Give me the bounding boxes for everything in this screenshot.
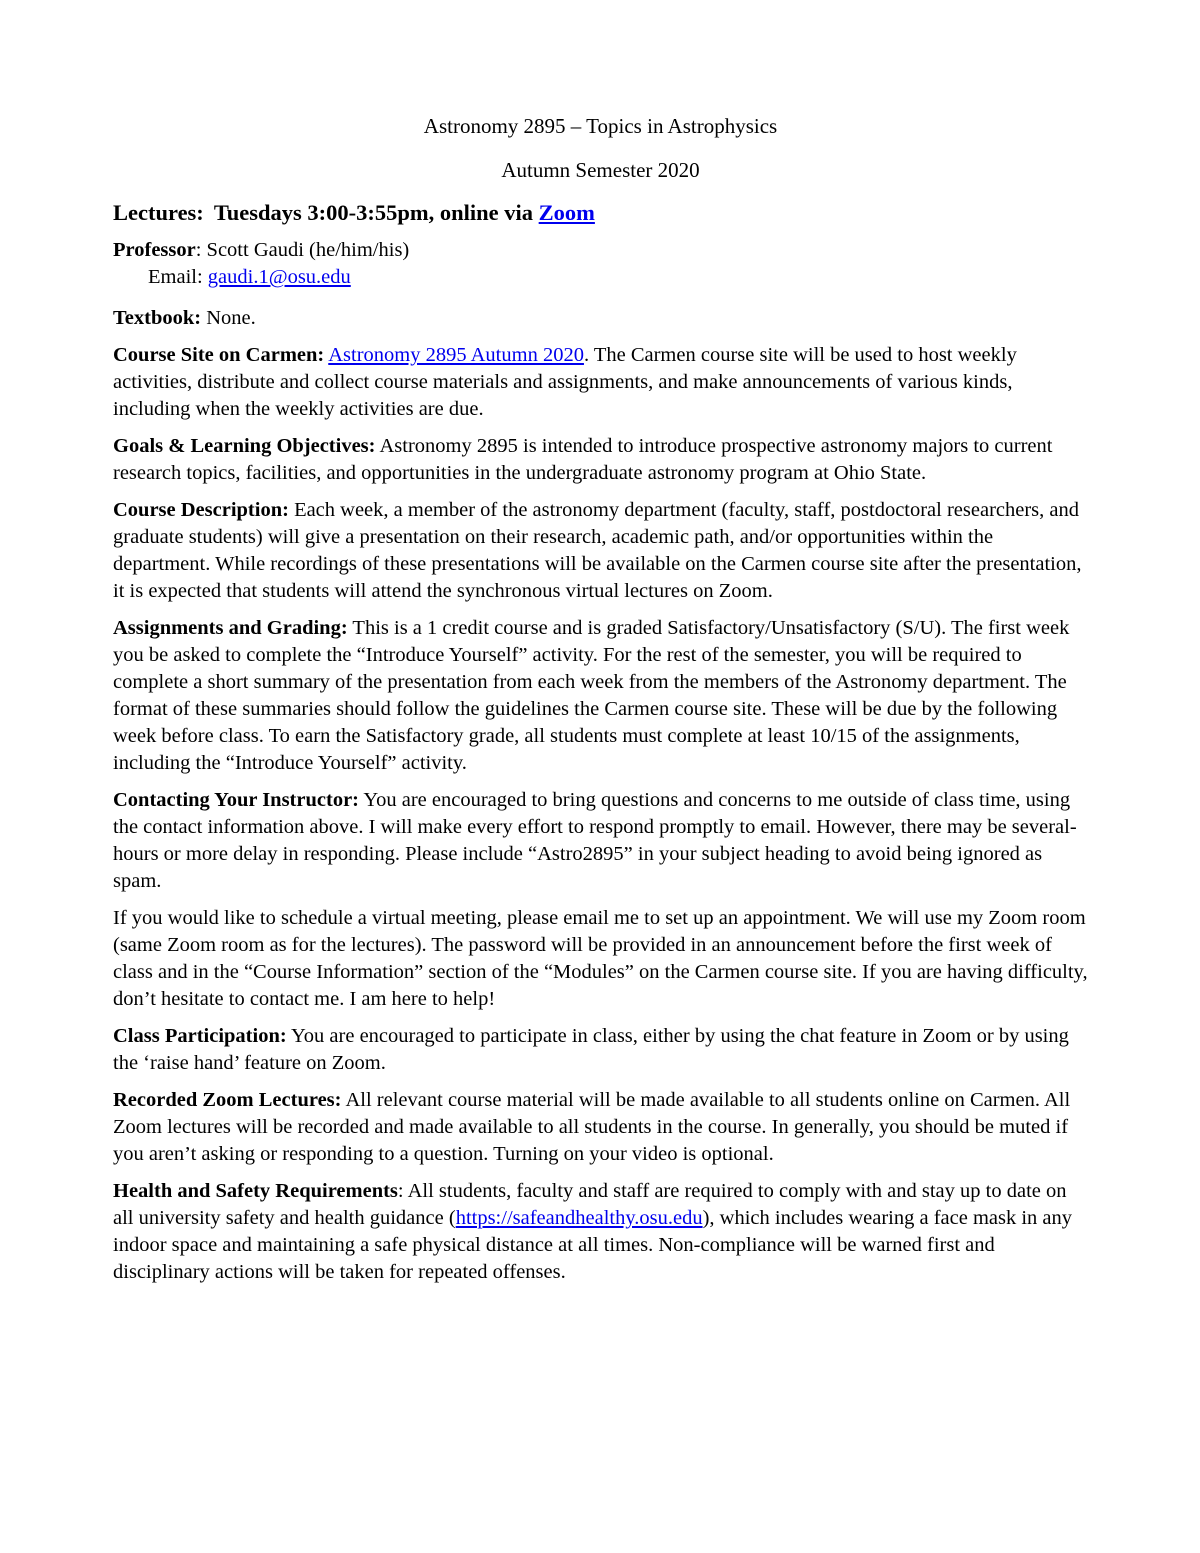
- safe-healthy-link[interactable]: https://safeandhealthy.osu.edu: [455, 1207, 703, 1229]
- contact-text: You are encouraged to bring questions and concerns to me outside of class time, using the contact information above. I will make every effort to respond promptly to email. However, there may be several-hours or more delay in responding. Please include “Astro2895” in your subject heading to avoid being ignored as spam.: [113, 789, 1077, 892]
- meeting-paragraph: If you would like to schedule a virtual meeting, please email me to set up an appointment. We will use my Zoom room (same Zoom room as for the lectures). The password will be provided in an announcement before the first week of class and in the “Course Information” section of the “Modules” on the Carmen course site. If you are having difficulty, don’t hesitate to contact me. I am here to help!: [113, 907, 1088, 1010]
- carmen-course-link[interactable]: Astronomy 2895 Autumn 2020: [328, 344, 584, 366]
- textbook-label: Textbook:: [113, 307, 202, 329]
- goals-label: Goals & Learning Objectives:: [113, 435, 376, 457]
- participation-paragraph: [113, 1023, 1088, 1077]
- participation-label: Class Participation:: [113, 1025, 287, 1047]
- professor-label: Professor: [113, 239, 196, 261]
- description-text: Each week, a member of the astronomy department (faculty, staff, postdoctoral researchers, and graduate students) will give a presentation on their research, academic path, and/or opportunities within the department. While recordings of these presentations will be available on the Carmen course site after the presentation, it is expected that students will attend the synchronous virtual lectures on Zoom.: [113, 499, 1082, 602]
- goals-text: Astronomy 2895 is intended to introduce prospective astronomy majors to current research topics, facilities, and opportunities in the undergraduate astronomy program at Ohio State.: [113, 435, 1053, 484]
- contact-label: Contacting Your Instructor:: [113, 789, 359, 811]
- email-line: [148, 264, 1088, 291]
- grading-paragraph: [113, 615, 1088, 777]
- description-paragraph: [113, 497, 1088, 605]
- lectures-label: Lectures:: [113, 200, 204, 225]
- lectures-text: Tuesdays 3:00-3:55pm, online via: [213, 200, 539, 225]
- contact-paragraph: [113, 787, 1088, 895]
- course-site-label: Course Site on Carmen:: [113, 344, 325, 366]
- course-site-paragraph: [113, 342, 1088, 423]
- zoom-link[interactable]: Zoom: [538, 200, 595, 225]
- goals-paragraph: [113, 433, 1088, 487]
- textbook-text: None.: [201, 307, 256, 329]
- grading-text: This is a 1 credit course and is graded Satisfactory/Unsatisfactory (S/U). The first week you be asked to complete the “Introduce Yourself” activity. For the rest of the semester, you will be required to complete a short summary of the presentation from each week from the members of the Astronomy department. The format of these summaries should follow the guidelines the Carmen course site. These will be due by the following week before class. To earn the Satisfactory grade, all students must complete at least 10/15 of the assignments, including the “Introduce Yourself” activity.: [113, 617, 1070, 774]
- participation-text: You are encouraged to participate in class, either by using the chat feature in Zoom or by using the ‘raise hand’ feature on Zoom.: [113, 1025, 1069, 1074]
- health-label: Health and Safety Requirements: [113, 1180, 398, 1202]
- document-title: Astronomy 2895 – Topics in Astrophysics: [423, 114, 778, 138]
- professor-name: : Scott Gaudi (he/him/his): [195, 239, 410, 261]
- lectures-line: [113, 198, 1088, 228]
- professor-line: [113, 237, 1088, 264]
- grading-label: Assignments and Grading:: [113, 617, 348, 639]
- textbook-paragraph: [113, 305, 1088, 332]
- email-link[interactable]: gaudi.1@osu.edu: [207, 266, 351, 288]
- description-label: Course Description:: [113, 499, 289, 521]
- email-label: Email:: [148, 266, 208, 288]
- recorded-text: All relevant course material will be made available to all students online on Carmen. All Zoom lectures will be recorded and made available to all students in the course. In generally, you should be muted if you aren’t asking or responding to a question. Turning on your video is optional.: [113, 1089, 1071, 1165]
- recorded-label: Recorded Zoom Lectures:: [113, 1089, 342, 1111]
- syllabus-page: [113, 112, 1088, 1296]
- course-site-text: . The Carmen course site will be used to host weekly activities, distribute and collect course materials and assignments, and make announcements of various kinds, including when the weekly activities are due.: [113, 344, 1017, 420]
- health-paragraph: [113, 1178, 1088, 1286]
- health-text-before: : All students, faculty and staff are required to comply with and stay up to date on all university safety and health guidance (: [113, 1180, 1067, 1229]
- document-subtitle: Autumn Semester 2020: [501, 158, 700, 182]
- health-text-after: ), which includes wearing a face mask in any indoor space and maintaining a safe physical distance at all times. Non-compliance will be warned first and disciplinary actions will be taken for repeated offenses.: [113, 1207, 1073, 1283]
- recorded-paragraph: [113, 1087, 1088, 1168]
